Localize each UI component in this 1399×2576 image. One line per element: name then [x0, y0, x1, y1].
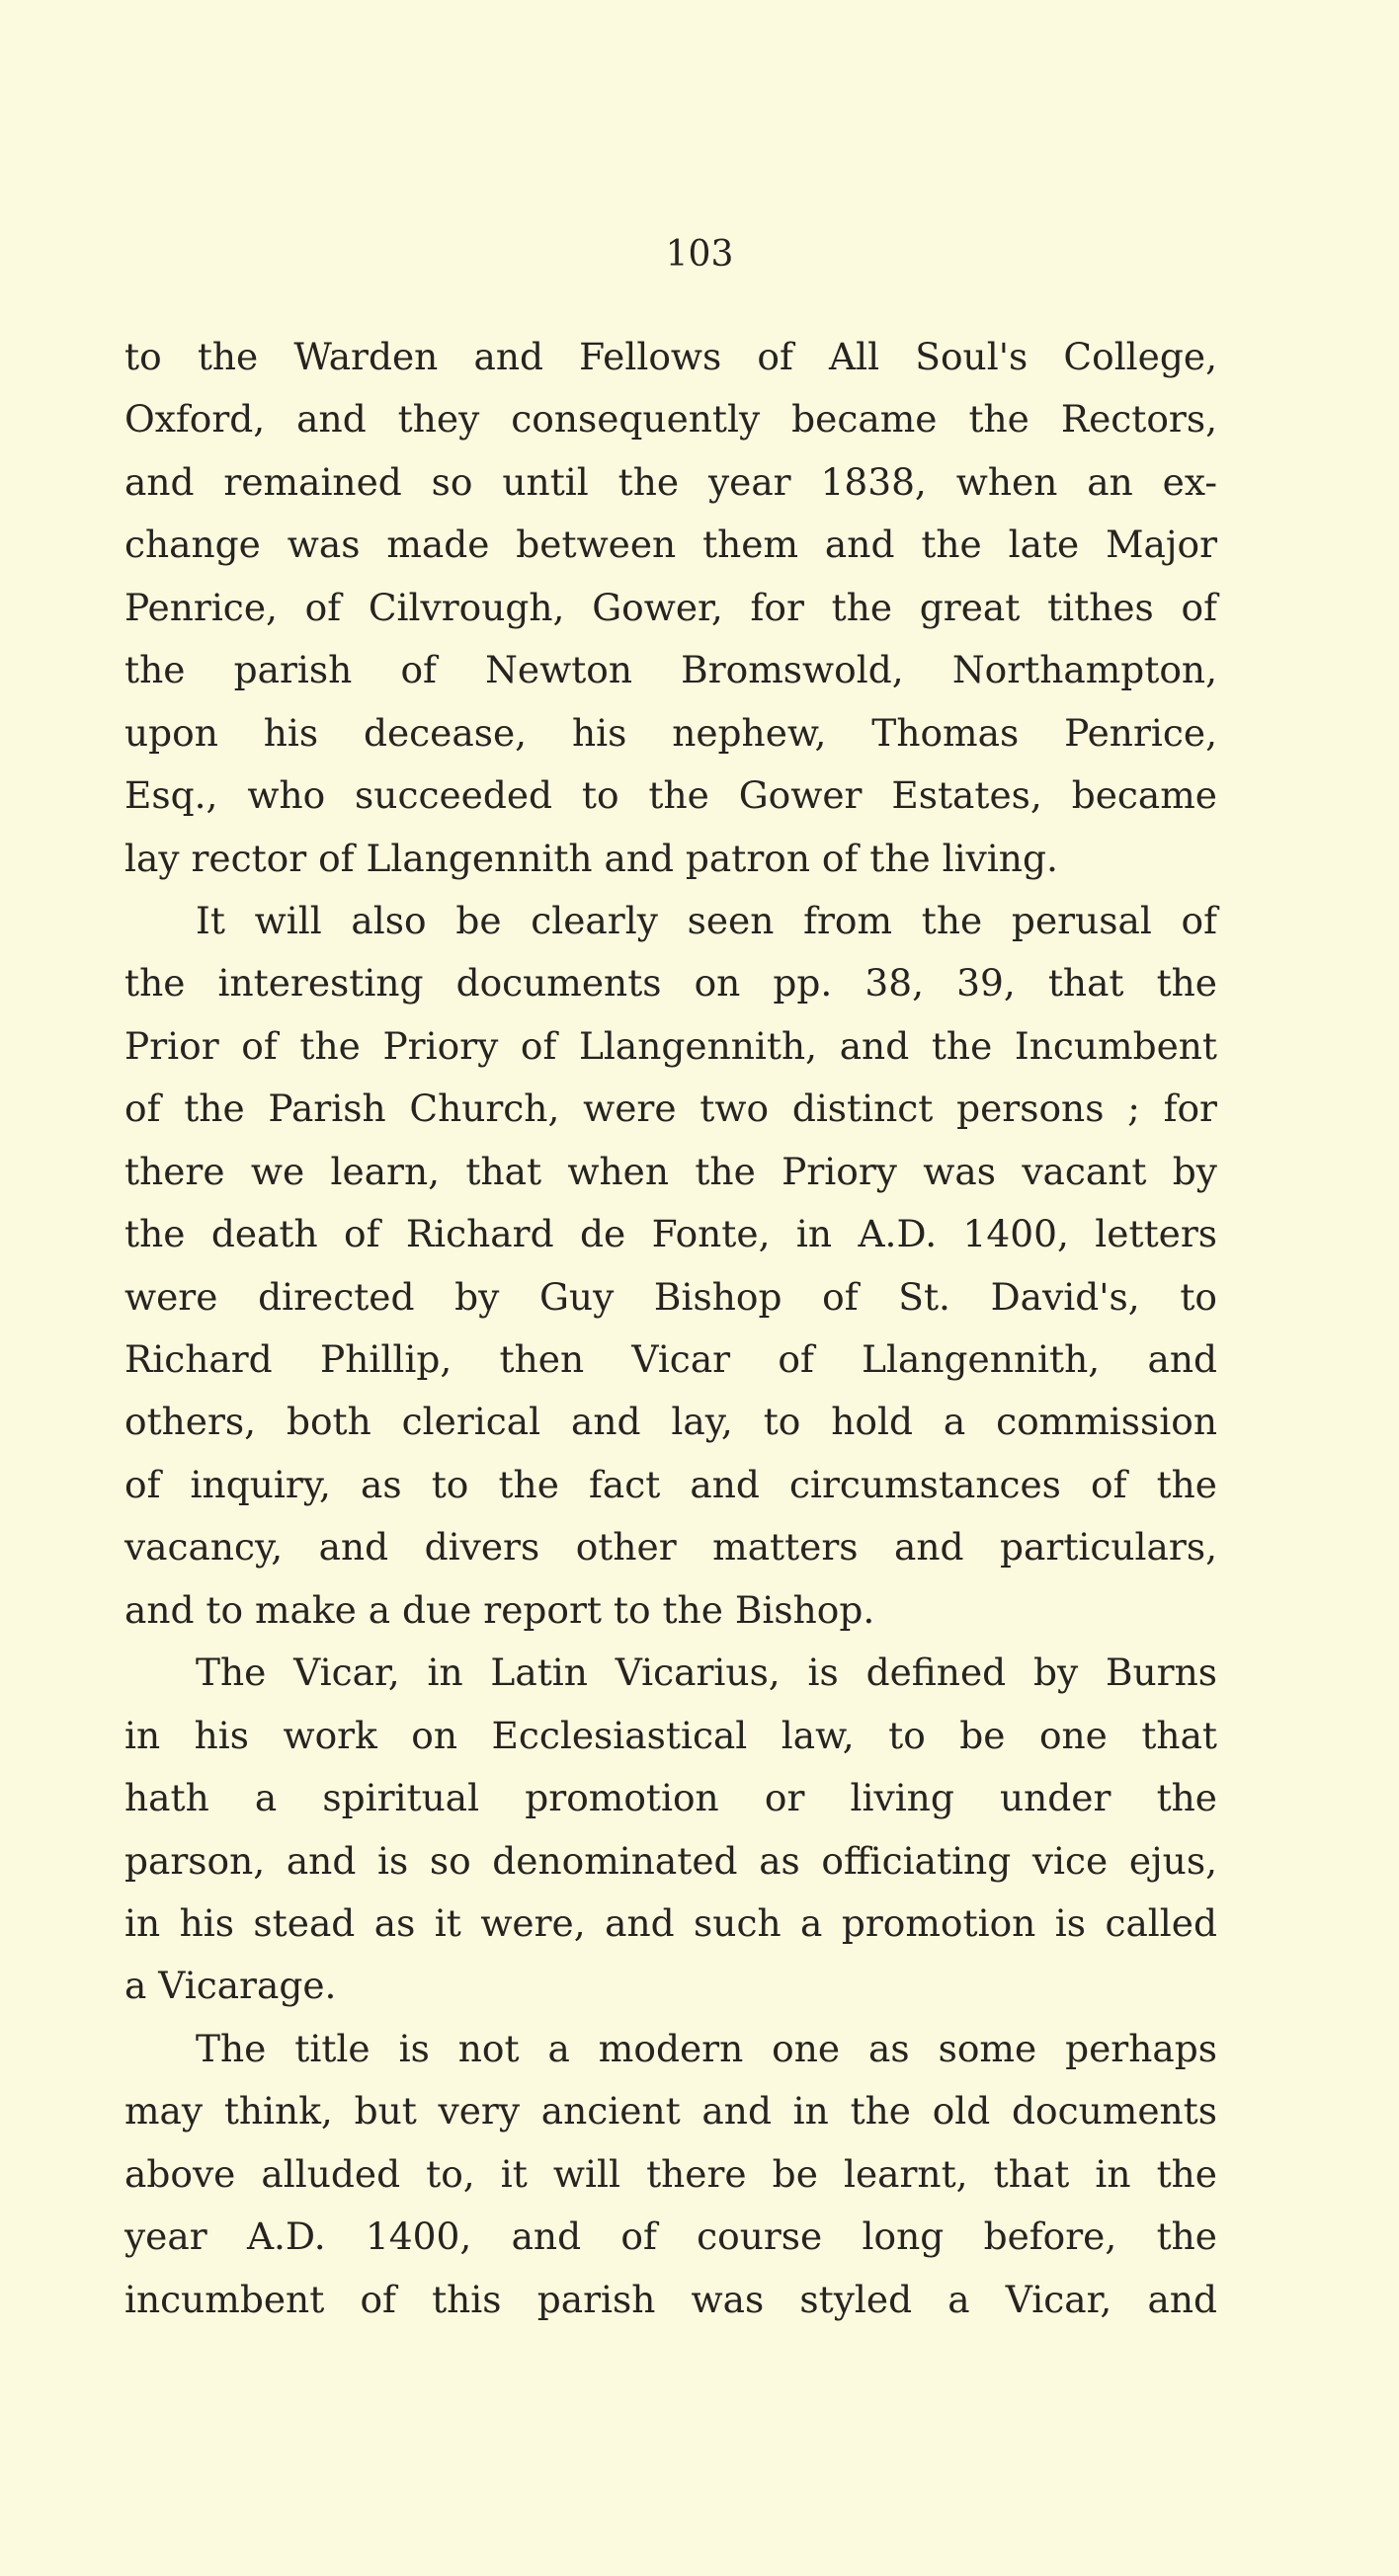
text-line: Penrice, of Cilvrough, Gower, for the great tithes of: [124, 585, 1217, 629]
text-line: parson, and is so denominated as officiating vice ejus,: [124, 1838, 1217, 1883]
text-line: the interesting documents on pp. 38, 39, that the: [124, 961, 1217, 1006]
text-line: of the Parish Church, were two distinct persons ; for: [124, 1087, 1217, 1131]
text-line: a Vicarage.: [124, 1964, 337, 2008]
text-line: in his stead as it were, and such a promotion is called: [124, 1900, 1217, 1945]
text-line: above alluded to, it will there be learnt, that in the: [124, 2151, 1217, 2196]
text-line: Oxford, and they consequently became the Rectors,: [124, 397, 1217, 442]
text-line: in his work on Ecclesiastical law, to be one that: [124, 1713, 1217, 1757]
text-line: The Vicar, in Latin Vicarius, is defined by Burns: [196, 1650, 1217, 1695]
text-line: lay rector of Llangennith and patron of the living.: [124, 836, 1058, 880]
page-number: 103: [665, 234, 734, 275]
text-line: change was made between them and the late Major: [124, 523, 1217, 567]
text-line: to the Warden and Fellows of All Soul's College,: [124, 335, 1217, 378]
text-line: incumbent of this parish was styled a Vicar, and: [124, 2277, 1217, 2321]
text-line: vacancy, and divers other matters and particulars,: [124, 1525, 1217, 1570]
text-line: and to make a due report to the Bishop.: [124, 1587, 875, 1632]
text-line: hath a spiritual promotion or living under the: [124, 1776, 1217, 1820]
text-line: the death of Richard de Fonte, in A.D. 1400, letters: [124, 1212, 1217, 1256]
text-line: the parish of Newton Bromswold, Northampton,: [124, 648, 1217, 692]
text-line: and remained so until the year 1838, when an ex-: [124, 459, 1217, 504]
text-line: It will also be clearly seen from the perusal of: [196, 898, 1217, 942]
text-line: The title is not a modern one as some perhaps: [196, 2026, 1217, 2070]
page-body-text: [124, 326, 1217, 2331]
text-line: Richard Phillip, then Vicar of Llangennith, and: [124, 1337, 1217, 1381]
text-line: year A.D. 1400, and of course long before, the: [124, 2214, 1217, 2259]
text-line: there we learn, that when the Priory was vacant by: [124, 1149, 1217, 1193]
text-line: Prior of the Priory of Llangennith, and the Incumbent: [124, 1023, 1217, 1068]
text-line: upon his decease, his nephew, Thomas Penrice,: [124, 710, 1217, 755]
text-line: were directed by Guy Bishop of St. David's, to: [124, 1274, 1217, 1319]
text-line: of inquiry, as to the fact and circumstances of the: [124, 1462, 1217, 1506]
text-line: others, both clerical and lay, to hold a commission: [124, 1400, 1217, 1444]
text-line: may think, but very ancient and in the old documents: [124, 2089, 1217, 2133]
text-line: Esq., who succeeded to the Gower Estates, became: [124, 773, 1217, 818]
